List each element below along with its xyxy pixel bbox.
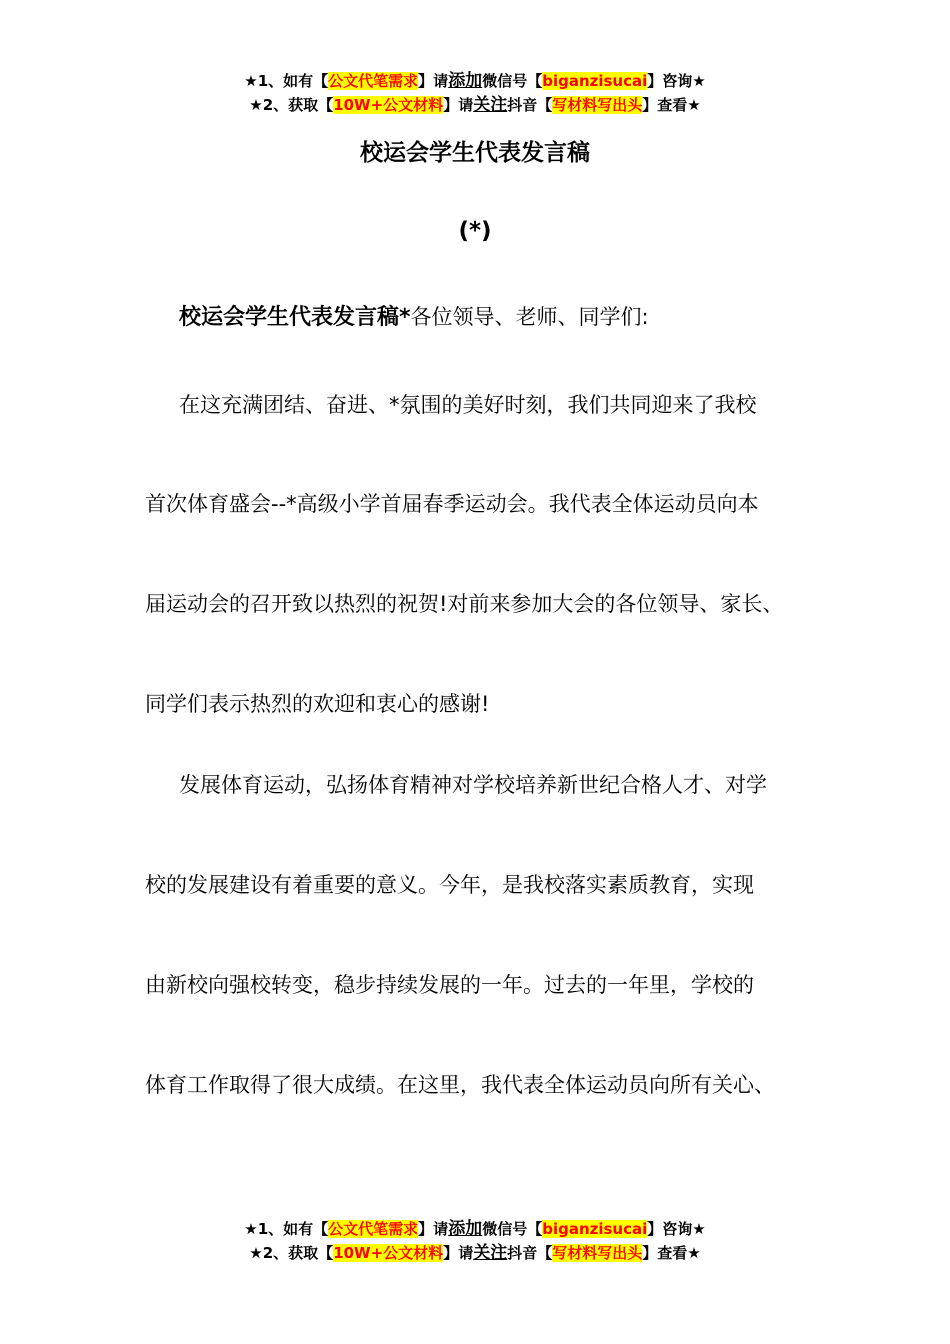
body-line: 在这充满团结、奋进、*氛围的美好时刻，我们共同迎来了我校 bbox=[179, 393, 757, 417]
body-line: 届运动会的召开致以热烈的祝贺!对前来参加大会的各位领导、家长、 bbox=[145, 592, 784, 616]
salutation: 各位领导、老师、同学们: bbox=[410, 305, 649, 329]
notice-underline: 添加 bbox=[448, 71, 483, 91]
body-line: 由新校向强校转变，稳步持续发展的一年。过去的一年里，学校的 bbox=[145, 973, 754, 997]
document-title: 校运会学生代表发言稿 bbox=[360, 140, 590, 166]
notice-text: 抖音【 bbox=[507, 96, 553, 114]
notice-highlight: 10W+公文材料 bbox=[333, 96, 444, 114]
notice-text: 微信号【 bbox=[482, 1220, 543, 1238]
notice-text: 】咨询★ bbox=[647, 72, 706, 90]
notice-line-1 bbox=[0, 69, 950, 93]
notice-text: 】请 bbox=[418, 1220, 449, 1238]
douyin-id: 写材料写出头 bbox=[552, 96, 643, 114]
notice-text: 】咨询★ bbox=[647, 1220, 706, 1238]
notice-text: ★1、如有【 bbox=[244, 1220, 329, 1238]
notice-highlight: 公文代笔需求 bbox=[328, 72, 419, 90]
wechat-id: biganzisucai bbox=[542, 72, 648, 90]
notice-text: 】请 bbox=[418, 72, 449, 90]
body-line: 首次体育盛会--*高级小学首届春季运动会。我代表全体运动员向本 bbox=[145, 492, 759, 516]
lead-title: 校运会学生代表发言稿* bbox=[179, 305, 411, 330]
notice-text: ★2、获取【 bbox=[249, 96, 334, 114]
notice-line-2 bbox=[0, 93, 950, 117]
notice-text: 】查看★ bbox=[642, 96, 701, 114]
notice-text: ★1、如有【 bbox=[244, 72, 329, 90]
notice-line-2 bbox=[0, 1241, 950, 1265]
notice-underline: 关注 bbox=[473, 1243, 508, 1263]
notice-underline: 添加 bbox=[448, 1219, 483, 1239]
notice-text: 微信号【 bbox=[482, 72, 543, 90]
body-line bbox=[179, 302, 859, 333]
body-line: 校的发展建设有着重要的意义。今年，是我校落实素质教育，实现 bbox=[145, 873, 754, 897]
body-line: 同学们表示热烈的欢迎和衷心的感谢! bbox=[145, 692, 490, 716]
notice-text: 】请 bbox=[443, 1244, 474, 1262]
notice-text: 抖音【 bbox=[507, 1244, 553, 1262]
notice-line-1 bbox=[0, 1217, 950, 1241]
wechat-id: biganzisucai bbox=[542, 1220, 648, 1238]
notice-underline: 关注 bbox=[473, 95, 508, 115]
notice-highlight: 公文代笔需求 bbox=[328, 1220, 419, 1238]
douyin-id: 写材料写出头 bbox=[552, 1244, 643, 1262]
notice-highlight: 10W+公文材料 bbox=[333, 1244, 444, 1262]
notice-text: ★2、获取【 bbox=[249, 1244, 334, 1262]
notice-text: 】查看★ bbox=[642, 1244, 701, 1262]
document-subtitle: (*) bbox=[458, 218, 492, 244]
body-line: 发展体育运动，弘扬体育精神对学校培养新世纪合格人才、对学 bbox=[179, 773, 767, 797]
body-line: 体育工作取得了很大成绩。在这里，我代表全体运动员向所有关心、 bbox=[145, 1073, 775, 1097]
notice-text: 】请 bbox=[443, 96, 474, 114]
